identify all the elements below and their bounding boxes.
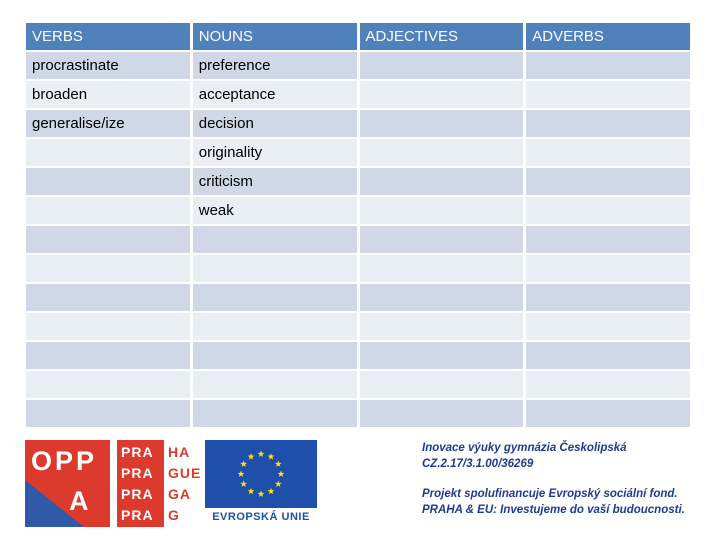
table-row: [26, 342, 690, 369]
praha-logo-left-4: PRA: [121, 506, 154, 523]
table-cell: [360, 81, 524, 108]
table-cell: criticism: [193, 168, 357, 195]
table-row: [26, 52, 690, 79]
table-row: [26, 255, 690, 282]
table-cell: procrastinate: [26, 52, 190, 79]
table-cell: [26, 168, 190, 195]
eu-stars-icon: [205, 440, 317, 508]
table-cell: [526, 400, 690, 427]
eu-star-icon: [275, 480, 282, 487]
eu-star-icon: [240, 480, 247, 487]
header-adjectives: ADJECTIVES: [360, 23, 524, 50]
table-row: [26, 110, 690, 137]
project-info-text: [422, 440, 717, 518]
table-cell: [193, 255, 357, 282]
praha-logo-right: [166, 440, 202, 527]
eu-star-icon: [248, 488, 255, 495]
table-cell: acceptance: [193, 81, 357, 108]
eu-star-icon: [258, 490, 265, 497]
table-body: [26, 52, 690, 427]
table-row: [26, 371, 690, 398]
table-cell: [526, 52, 690, 79]
word-forms-table-container: [26, 21, 690, 429]
table-cell: [526, 168, 690, 195]
table-cell: [526, 313, 690, 340]
table-cell: [26, 284, 190, 311]
praha-logo: [117, 440, 202, 527]
table-cell: preference: [193, 52, 357, 79]
table-cell: [193, 313, 357, 340]
project-title: Inovace výuky gymnázia Českolipská: [422, 442, 627, 454]
word-forms-table: [23, 21, 693, 429]
table-cell: [526, 371, 690, 398]
table-cell: [360, 313, 524, 340]
header-adverbs: ADVERBS: [526, 23, 690, 50]
table-cell: [26, 400, 190, 427]
table-cell: [360, 284, 524, 311]
eu-star-icon: [278, 470, 285, 477]
eu-star-icon: [268, 453, 275, 460]
eu-star-icon: [238, 470, 245, 477]
table-cell: originality: [193, 139, 357, 166]
table-cell: [26, 197, 190, 224]
table-header-row: [26, 23, 690, 50]
table-cell: [526, 226, 690, 253]
table-cell: [360, 110, 524, 137]
footer-logos: [0, 430, 720, 540]
eu-flag: [205, 440, 317, 508]
header-nouns: NOUNS: [193, 23, 357, 50]
oppa-logo: [25, 440, 110, 527]
table-cell: [360, 400, 524, 427]
table-row: [26, 168, 690, 195]
table-cell: [360, 255, 524, 282]
table-cell: [193, 342, 357, 369]
table-row: [26, 284, 690, 311]
oppa-logo-text-bottom: A: [69, 486, 89, 516]
oppa-logo-text-top: OPP: [31, 446, 98, 476]
table-cell: [526, 342, 690, 369]
table-cell: decision: [193, 110, 357, 137]
praha-logo-left-1: PRA: [121, 444, 154, 461]
praha-logo-left: [117, 440, 164, 527]
table-row: [26, 81, 690, 108]
table-cell: [193, 400, 357, 427]
table-cell: [360, 168, 524, 195]
funding-slogan: PRAHA & EU: Investujeme do vaší budoucnosti.: [422, 504, 685, 516]
table-cell: [26, 313, 190, 340]
table-cell: [360, 197, 524, 224]
eu-logo-label: EVROPSKÁ UNIE: [212, 511, 310, 523]
eu-star-icon: [268, 488, 275, 495]
table-cell: [360, 139, 524, 166]
table-cell: [193, 371, 357, 398]
table-cell: [526, 139, 690, 166]
table-cell: generalise/ize: [26, 110, 190, 137]
eu-star-icon: [240, 460, 247, 467]
table-cell: broaden: [26, 81, 190, 108]
funding-note: Projekt spolufinancuje Evropský sociální fond.: [422, 488, 678, 500]
table-cell: [193, 226, 357, 253]
table-row: [26, 139, 690, 166]
eu-star-icon: [248, 453, 255, 460]
table-cell: [193, 284, 357, 311]
table-cell: [26, 255, 190, 282]
praha-logo-right-3: GA: [168, 485, 191, 502]
praha-logo-right-1: HA: [168, 444, 191, 461]
praha-logo-left-3: PRA: [121, 485, 154, 502]
table-cell: [526, 110, 690, 137]
table-cell: [360, 52, 524, 79]
praha-logo-right-2: GUE: [168, 465, 202, 482]
table-cell: [526, 197, 690, 224]
table-cell: weak: [193, 197, 357, 224]
table-cell: [360, 371, 524, 398]
project-code: CZ.2.17/3.1.00/36269: [422, 458, 534, 470]
praha-logo-right-4: G: [168, 506, 180, 523]
eu-star-icon: [258, 450, 265, 457]
table-cell: [526, 81, 690, 108]
table-cell: [26, 371, 190, 398]
table-cell: [26, 342, 190, 369]
table-cell: [26, 226, 190, 253]
table-row: [26, 400, 690, 427]
table-row: [26, 226, 690, 253]
table-cell: [360, 342, 524, 369]
table-cell: [526, 255, 690, 282]
table-row: [26, 313, 690, 340]
eu-star-icon: [275, 460, 282, 467]
table-cell: [526, 284, 690, 311]
table-cell: [26, 139, 190, 166]
header-verbs: VERBS: [26, 23, 190, 50]
eu-logo: [205, 440, 317, 527]
table-cell: [360, 226, 524, 253]
praha-logo-left-2: PRA: [121, 465, 154, 482]
table-row: [26, 197, 690, 224]
